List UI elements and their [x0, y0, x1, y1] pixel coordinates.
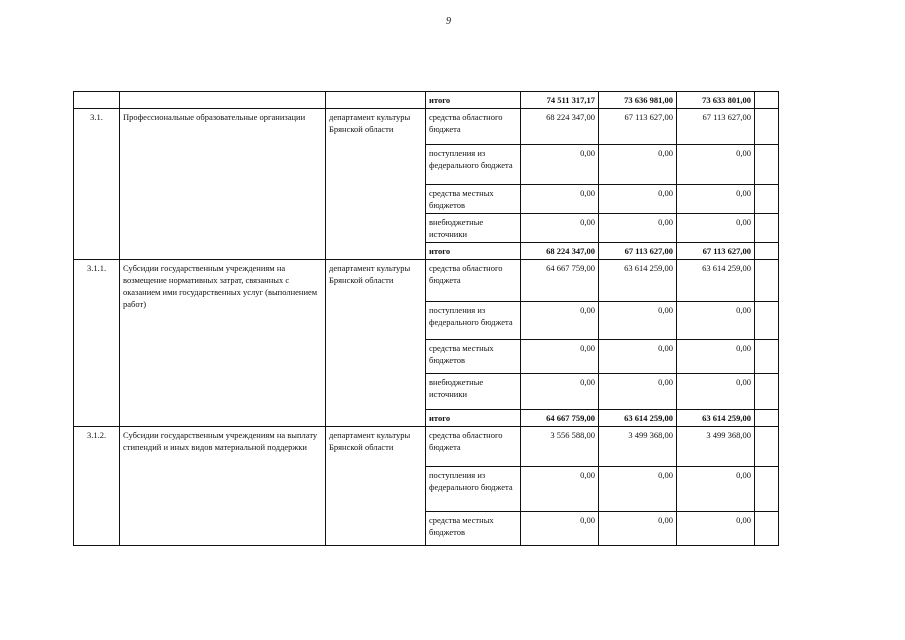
item-name-cell: Субсидии государственным учреждениям на возмещение нормативных затрат, связанных с оказанием ими государственных услуг (выполнением работ): [120, 260, 326, 427]
value-cell: 0,00: [521, 302, 599, 340]
value-cell: 0,00: [599, 340, 677, 374]
value-cell: 0,00: [599, 374, 677, 410]
row-number-cell: [74, 92, 120, 109]
department-cell: департамент культуры Брянской области: [326, 260, 426, 427]
row-number-cell: 3.1.2.: [74, 427, 120, 546]
total-row: [74, 92, 779, 109]
value-cell: 0,00: [521, 185, 599, 214]
source-label-cell: поступления из федерального бюджета: [426, 145, 521, 185]
value-cell: 0,00: [521, 214, 599, 243]
value-cell: 0,00: [677, 214, 755, 243]
source-label-cell: внебюджетные источники: [426, 214, 521, 243]
source-row: [74, 427, 779, 467]
value-cell: 0,00: [599, 185, 677, 214]
page-number: 9: [446, 16, 451, 27]
value-cell: 68 224 347,00: [521, 243, 599, 260]
value-cell: 67 113 627,00: [677, 243, 755, 260]
item-name-cell: Профессиональные образовательные организации: [120, 109, 326, 260]
extra-cell: [755, 427, 779, 467]
value-cell: 0,00: [677, 512, 755, 546]
value-cell: 63 614 259,00: [599, 260, 677, 302]
value-cell: 0,00: [521, 145, 599, 185]
source-label-cell: поступления из федерального бюджета: [426, 467, 521, 512]
source-label-cell: итого: [426, 243, 521, 260]
row-number-cell: 3.1.: [74, 109, 120, 260]
extra-cell: [755, 467, 779, 512]
department-cell: департамент культуры Брянской области: [326, 109, 426, 260]
value-cell: 0,00: [521, 467, 599, 512]
value-cell: 0,00: [599, 302, 677, 340]
budget-table: [73, 91, 779, 546]
value-cell: 63 614 259,00: [599, 410, 677, 427]
extra-cell: [755, 410, 779, 427]
value-cell: 3 556 588,00: [521, 427, 599, 467]
source-label-cell: поступления из федерального бюджета: [426, 302, 521, 340]
extra-cell: [755, 340, 779, 374]
source-label-cell: итого: [426, 410, 521, 427]
value-cell: 74 511 317,17: [521, 92, 599, 109]
value-cell: 67 113 627,00: [599, 109, 677, 145]
extra-cell: [755, 185, 779, 214]
extra-cell: [755, 214, 779, 243]
value-cell: 64 667 759,00: [521, 260, 599, 302]
source-label-cell: средства областного бюджета: [426, 427, 521, 467]
value-cell: 0,00: [599, 145, 677, 185]
extra-cell: [755, 302, 779, 340]
value-cell: 63 614 259,00: [677, 260, 755, 302]
value-cell: 0,00: [677, 340, 755, 374]
value-cell: 3 499 368,00: [677, 427, 755, 467]
extra-cell: [755, 243, 779, 260]
extra-cell: [755, 109, 779, 145]
source-label-cell: средства областного бюджета: [426, 109, 521, 145]
value-cell: 0,00: [521, 340, 599, 374]
source-label-cell: средства местных бюджетов: [426, 340, 521, 374]
extra-cell: [755, 92, 779, 109]
extra-cell: [755, 260, 779, 302]
source-row: [74, 260, 779, 302]
extra-cell: [755, 512, 779, 546]
value-cell: 0,00: [677, 374, 755, 410]
value-cell: 73 633 801,00: [677, 92, 755, 109]
table-body: [74, 92, 779, 546]
department-cell: [326, 92, 426, 109]
source-label-cell: средства областного бюджета: [426, 260, 521, 302]
value-cell: 67 113 627,00: [677, 109, 755, 145]
value-cell: 63 614 259,00: [677, 410, 755, 427]
value-cell: 0,00: [677, 302, 755, 340]
value-cell: 64 667 759,00: [521, 410, 599, 427]
extra-cell: [755, 374, 779, 410]
value-cell: 68 224 347,00: [521, 109, 599, 145]
source-label-cell: внебюджетные источники: [426, 374, 521, 410]
value-cell: 0,00: [521, 374, 599, 410]
value-cell: 0,00: [677, 467, 755, 512]
value-cell: 0,00: [599, 214, 677, 243]
value-cell: 0,00: [677, 145, 755, 185]
value-cell: 0,00: [521, 512, 599, 546]
item-name-cell: [120, 92, 326, 109]
value-cell: 67 113 627,00: [599, 243, 677, 260]
extra-cell: [755, 145, 779, 185]
item-name-cell: Субсидии государственным учреждениям на выплату стипендий и иных видов материальной поддержки: [120, 427, 326, 546]
value-cell: 0,00: [599, 467, 677, 512]
source-row: [74, 109, 779, 145]
source-label-cell: средства местных бюджетов: [426, 185, 521, 214]
value-cell: 73 636 981,00: [599, 92, 677, 109]
row-number-cell: 3.1.1.: [74, 260, 120, 427]
value-cell: 0,00: [677, 185, 755, 214]
source-label-cell: средства местных бюджетов: [426, 512, 521, 546]
department-cell: департамент культуры Брянской области: [326, 427, 426, 546]
source-label-cell: итого: [426, 92, 521, 109]
value-cell: 0,00: [599, 512, 677, 546]
value-cell: 3 499 368,00: [599, 427, 677, 467]
